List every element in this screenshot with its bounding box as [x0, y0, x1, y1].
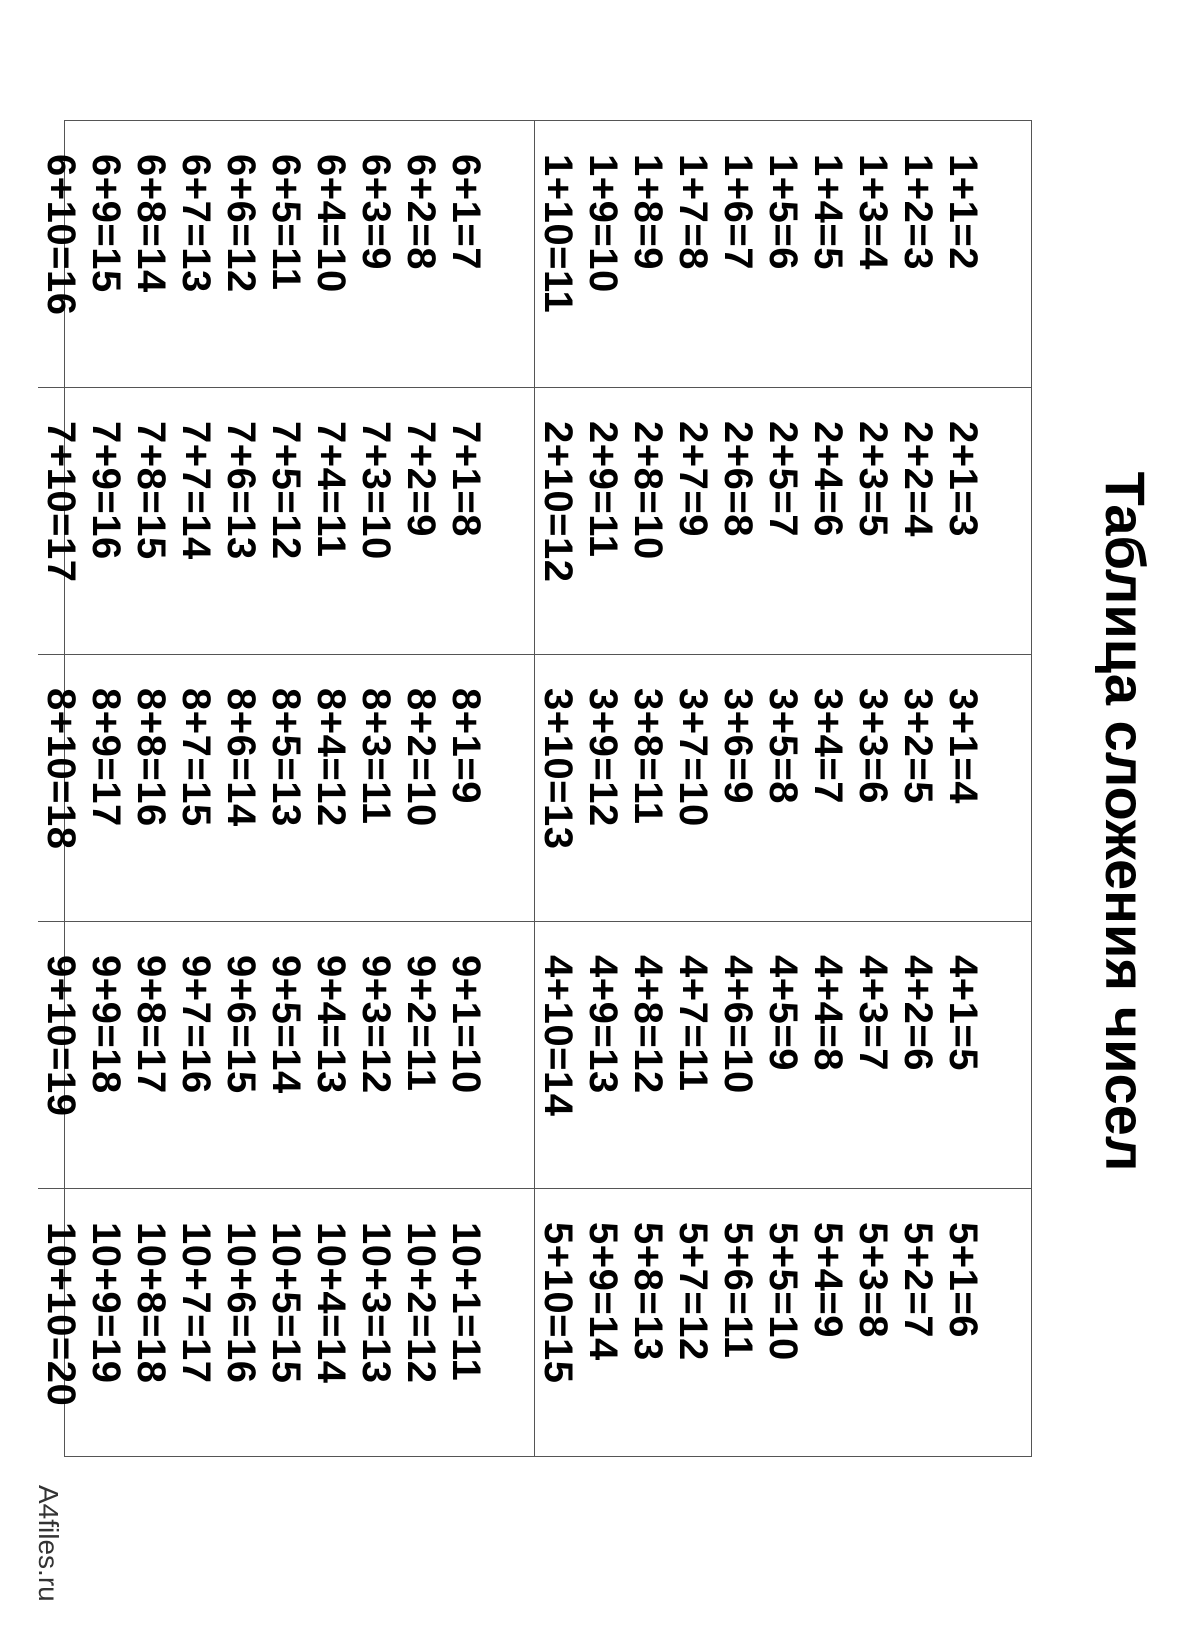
equation: 7+1=8 [444, 421, 488, 537]
equation: 2+4=6 [806, 421, 850, 537]
equation: 6+8=14 [129, 154, 173, 293]
table-block [38, 121, 534, 388]
equation: 2+8=10 [626, 421, 670, 560]
equation: 2+10=12 [536, 421, 580, 583]
equation: 2+3=5 [851, 421, 895, 537]
equation: 5+4=9 [806, 1222, 850, 1338]
equation: 5+10=15 [536, 1222, 580, 1384]
equation: 10+7=17 [174, 1222, 218, 1384]
table-block [534, 922, 1031, 1189]
equation: 6+2=8 [399, 154, 443, 270]
table-block [534, 388, 1031, 655]
equation: 1+10=11 [536, 154, 580, 314]
equation: 10+5=15 [264, 1222, 308, 1384]
equation: 2+9=11 [581, 421, 625, 558]
equation: 4+1=5 [941, 955, 985, 1071]
equation: 7+5=12 [264, 421, 308, 560]
equation: 4+5=9 [761, 955, 805, 1071]
table-block [534, 121, 1031, 388]
equation: 1+8=9 [626, 154, 670, 270]
table-block [38, 388, 534, 655]
equation: 9+9=18 [84, 955, 128, 1094]
watermark: A4files.ru [33, 1485, 64, 1602]
equation: 8+7=15 [174, 688, 218, 827]
equation: 8+5=13 [264, 688, 308, 827]
table-block [38, 655, 534, 922]
equation: 8+6=14 [219, 688, 263, 827]
equation: 6+9=15 [84, 154, 128, 293]
equation: 5+9=14 [581, 1222, 625, 1361]
equation: 4+9=13 [581, 955, 625, 1094]
equation: 1+4=5 [806, 154, 850, 270]
equation: 3+1=4 [941, 688, 985, 804]
equation: 4+3=7 [851, 955, 895, 1071]
equation: 5+3=8 [851, 1222, 895, 1338]
equation: 5+8=13 [626, 1222, 670, 1361]
equation: 4+10=14 [536, 955, 580, 1117]
equation: 7+7=14 [174, 421, 218, 560]
equation: 7+6=13 [219, 421, 263, 560]
equation: 7+3=10 [354, 421, 398, 560]
equation: 7+2=9 [399, 421, 443, 537]
equation: 8+3=11 [354, 688, 398, 825]
equation: 5+6=11 [716, 1222, 760, 1359]
equation: 6+7=13 [174, 154, 218, 293]
equation: 3+7=10 [671, 688, 715, 827]
equation: 9+4=13 [309, 955, 353, 1094]
table-block [534, 655, 1031, 922]
equation: 1+7=8 [671, 154, 715, 270]
equation: 3+9=12 [581, 688, 625, 827]
equation: 5+5=10 [761, 1222, 805, 1361]
equation: 7+4=11 [309, 421, 353, 558]
equation: 9+10=19 [39, 955, 83, 1117]
equation: 10+1=11 [444, 1222, 488, 1382]
equation: 8+10=18 [39, 688, 83, 850]
equation: 2+6=8 [716, 421, 760, 537]
equation: 4+2=6 [896, 955, 940, 1071]
addition-table-grid [39, 120, 1032, 1457]
equation: 4+6=10 [716, 955, 760, 1094]
equation: 2+2=4 [896, 421, 940, 537]
equation: 2+1=3 [941, 421, 985, 537]
equation: 9+8=17 [129, 955, 173, 1094]
equation: 8+9=17 [84, 688, 128, 827]
watermark-container [25, 1485, 65, 1625]
table-block [38, 922, 534, 1189]
equation: 4+7=11 [671, 955, 715, 1092]
equation: 6+6=12 [219, 154, 263, 293]
equation: 8+4=12 [309, 688, 353, 827]
equation: 5+1=6 [941, 1222, 985, 1338]
equation: 3+10=13 [536, 688, 580, 850]
equation: 4+8=12 [626, 955, 670, 1094]
equation: 10+2=12 [399, 1222, 443, 1384]
table-block [38, 1189, 534, 1456]
page-title: Таблица сложения чисел [1094, 471, 1157, 1172]
equation: 3+5=8 [761, 688, 805, 804]
equation: 6+3=9 [354, 154, 398, 270]
equation: 6+1=7 [444, 154, 488, 270]
equation: 3+4=7 [806, 688, 850, 804]
equation: 9+2=11 [399, 955, 443, 1092]
equation: 10+6=16 [219, 1222, 263, 1384]
equation: 6+5=11 [264, 154, 308, 291]
equation: 1+2=3 [896, 154, 940, 270]
equation: 4+4=8 [806, 955, 850, 1071]
equation: 3+3=6 [851, 688, 895, 804]
table-block [534, 1189, 1031, 1456]
equation: 3+8=11 [626, 688, 670, 825]
equation: 5+7=12 [671, 1222, 715, 1361]
equation: 6+10=16 [39, 154, 83, 316]
equation: 8+1=9 [444, 688, 488, 804]
equation: 3+2=5 [896, 688, 940, 804]
equation: 10+3=13 [354, 1222, 398, 1384]
equation: 7+10=17 [39, 421, 83, 583]
equation: 9+1=10 [444, 955, 488, 1094]
equation: 9+3=12 [354, 955, 398, 1094]
equation: 1+6=7 [716, 154, 760, 270]
equation: 10+10=20 [39, 1222, 83, 1407]
equation: 9+7=16 [174, 955, 218, 1094]
equation: 9+5=14 [264, 955, 308, 1094]
equation: 5+2=7 [896, 1222, 940, 1338]
equation: 10+9=19 [84, 1222, 128, 1384]
equation: 9+6=15 [219, 955, 263, 1094]
equation: 1+9=10 [581, 154, 625, 293]
equation: 1+5=6 [761, 154, 805, 270]
equation: 2+5=7 [761, 421, 805, 537]
equation: 3+6=9 [716, 688, 760, 804]
equation: 10+4=14 [309, 1222, 353, 1384]
equation: 6+4=10 [309, 154, 353, 293]
equation: 10+8=18 [129, 1222, 173, 1384]
equation: 7+9=16 [84, 421, 128, 560]
equation: 7+8=15 [129, 421, 173, 560]
equation: 1+1=2 [941, 154, 985, 270]
equation: 8+2=10 [399, 688, 443, 827]
equation: 2+7=9 [671, 421, 715, 537]
equation: 1+3=4 [851, 154, 895, 270]
equation: 8+8=16 [129, 688, 173, 827]
